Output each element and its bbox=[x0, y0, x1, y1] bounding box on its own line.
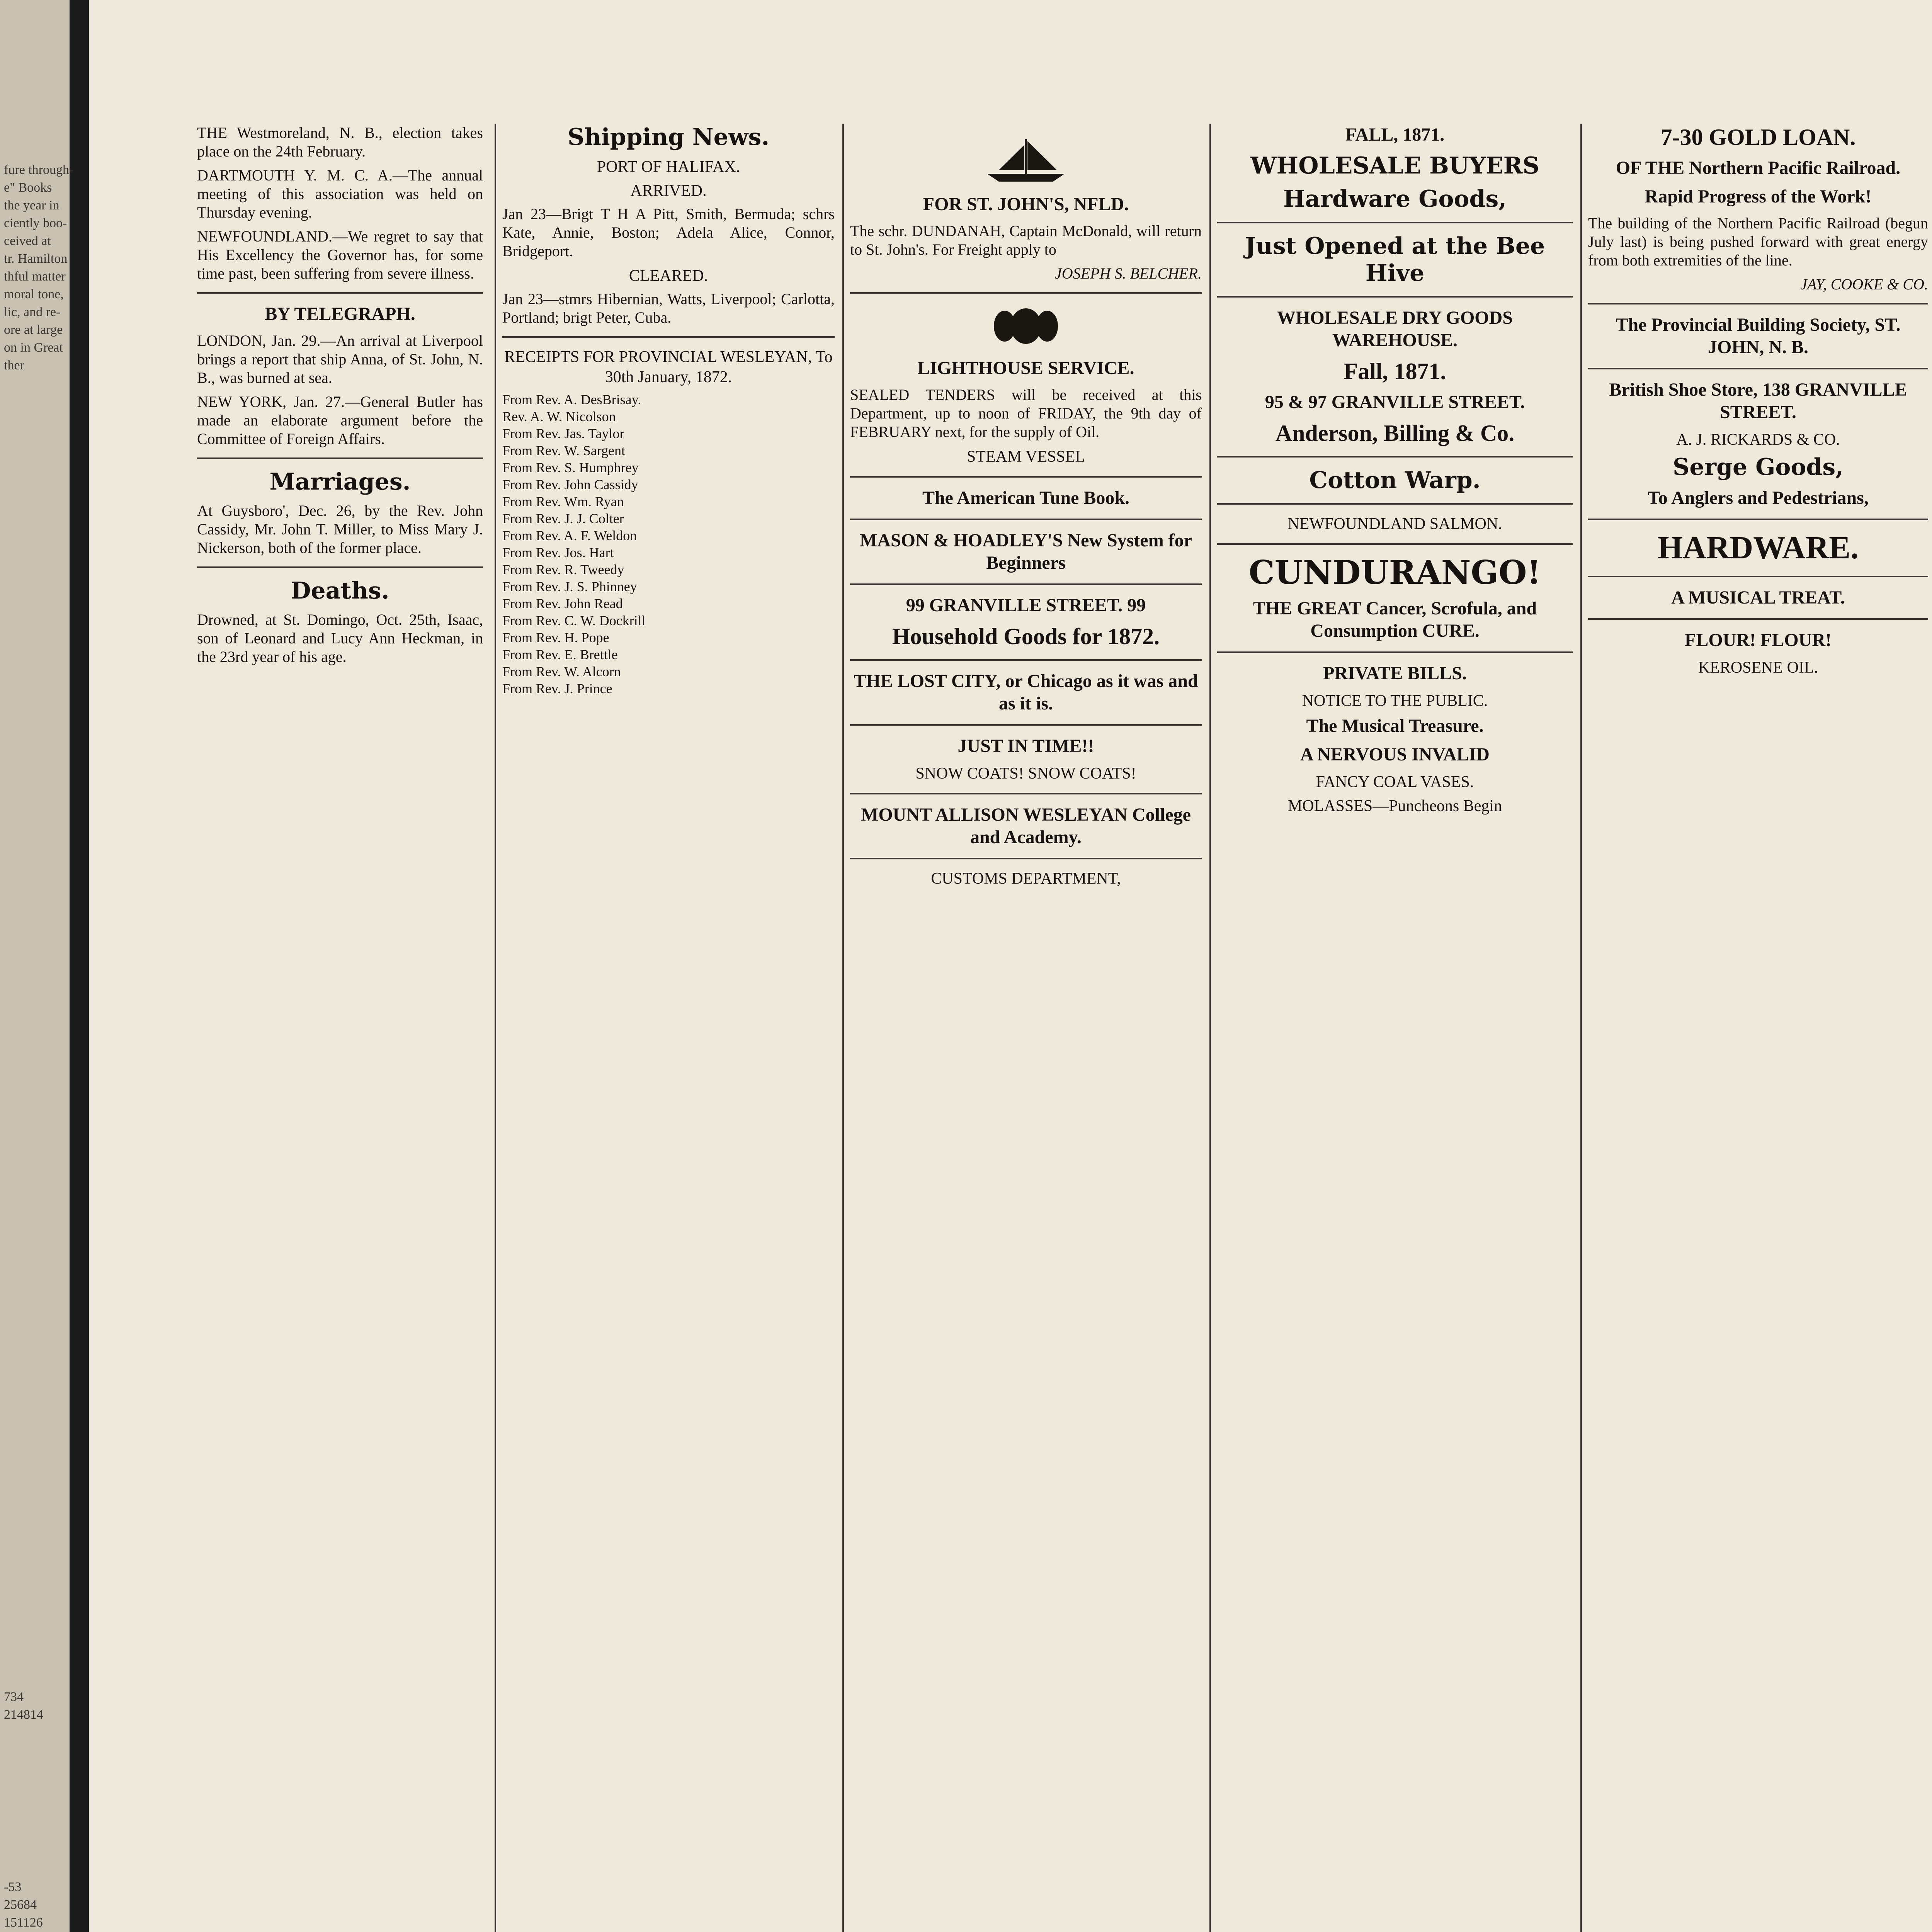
ad-heading: Fall, 1871. bbox=[1344, 359, 1446, 384]
divider bbox=[1217, 651, 1573, 653]
telegraph-item: LONDON, Jan. 29.—An arrival at Liverpool brings a report that ship Anna, of St. John, N. B., was burned at sea. bbox=[197, 332, 483, 386]
article-newfoundland: NEWFOUNDLAND.—We regret to say that His Excellency the Governor has, for some time past, been suffering from severe illness. bbox=[197, 228, 483, 282]
ad-heading: The Musical Treasure. bbox=[1306, 716, 1484, 736]
ad-heading: Just Opened at the Bee Hive bbox=[1245, 233, 1545, 287]
ad-signature: JOSEPH S. BELCHER. bbox=[1055, 265, 1202, 282]
receipt-item: From Rev. W. Sargent bbox=[502, 443, 626, 458]
receipt-item: From Rev. John Read bbox=[502, 596, 623, 611]
ad-heading: FOR ST. JOHN'S, NFLD. bbox=[923, 194, 1129, 214]
column-rule bbox=[1209, 124, 1211, 1932]
divider bbox=[1217, 503, 1573, 505]
ad-heading: A MUSICAL TREAT. bbox=[1671, 587, 1845, 608]
ad-heading: British Shoe Store, 138 GRANVILLE STREET. bbox=[1609, 379, 1907, 422]
ad-heading: Anderson, Billing & Co. bbox=[1275, 420, 1515, 446]
ad-heading: Rapid Progress of the Work! bbox=[1645, 186, 1872, 207]
receipt-item: From Rev. C. W. Dockrill bbox=[502, 613, 646, 628]
receipt-item: From Rev. Jas. Taylor bbox=[502, 426, 624, 441]
divider bbox=[197, 457, 483, 459]
column-1 bbox=[197, 124, 483, 1932]
ad-heading: KEROSENE OIL. bbox=[1698, 659, 1818, 677]
ad-heading: The Provincial Building Society, ST. JOHN, N. B. bbox=[1616, 315, 1901, 357]
edge-text: tr. Hamilton bbox=[4, 252, 68, 266]
receipt-item: From Rev. Wm. Ryan bbox=[502, 494, 624, 509]
ad-heading: WHOLESALE BUYERS bbox=[1250, 152, 1539, 179]
subheading: PORT OF HALIFAX. bbox=[597, 158, 740, 176]
receipt-item: From Rev. John Cassidy bbox=[502, 477, 638, 492]
article-intro: THE Westmoreland, N. B., election takes place on the 24th February. bbox=[197, 124, 483, 160]
ad-heading: A. J. RICKARDS & CO. bbox=[1676, 431, 1840, 449]
edge-text: on in Great bbox=[4, 340, 63, 355]
edge-text: ceived at bbox=[4, 234, 51, 248]
ad-heading: HARDWARE. bbox=[1657, 530, 1859, 566]
column-rule bbox=[495, 124, 496, 1932]
receipt-item: From Rev. H. Pope bbox=[502, 630, 609, 645]
section-heading: Deaths. bbox=[291, 577, 389, 604]
ad-heading: STEAM VESSEL bbox=[966, 448, 1085, 466]
ad-heading: CUNDURANGO! bbox=[1248, 553, 1541, 592]
receipt-item: From Rev. E. Brettle bbox=[502, 647, 618, 662]
edge-text: the year in bbox=[4, 198, 60, 213]
article-dartmouth: DARTMOUTH Y. M. C. A.—The annual meeting of this association was held on Thursday evening. bbox=[197, 167, 483, 221]
divider bbox=[1217, 456, 1573, 457]
edge-number: 734 bbox=[4, 1690, 24, 1704]
edge-text: e" Books bbox=[4, 180, 52, 195]
column-rule bbox=[1580, 124, 1582, 1932]
divider bbox=[1588, 618, 1928, 620]
ad-heading: The American Tune Book. bbox=[922, 488, 1130, 508]
edge-text: thful matter bbox=[4, 269, 66, 284]
receipts-list bbox=[502, 391, 835, 697]
divider bbox=[850, 793, 1202, 794]
divider bbox=[850, 292, 1202, 294]
divider bbox=[1588, 303, 1928, 304]
ad-heading: FALL, 1871. bbox=[1345, 124, 1445, 145]
ad-heading: NOTICE TO THE PUBLIC. bbox=[1302, 692, 1488, 710]
column-4 bbox=[1217, 124, 1573, 1932]
ad-heading: PRIVATE BILLS. bbox=[1323, 663, 1467, 684]
ad-text: The schr. DUNDANAH, Captain McDonald, will return to St. John's. For Freight apply to bbox=[850, 222, 1202, 258]
ad-heading: FANCY COAL VASES. bbox=[1316, 773, 1474, 791]
ad-text: SEALED TENDERS will be received at this Department, up to noon of FRIDAY, the 9th day of FEBRUARY next, for the supply of Oil. bbox=[850, 386, 1202, 440]
divider bbox=[850, 583, 1202, 585]
divider bbox=[1217, 222, 1573, 223]
coat-of-arms-icon bbox=[987, 303, 1065, 349]
subheading: ARRIVED. bbox=[630, 182, 707, 200]
receipt-item: From Rev. A. DesBrisay. bbox=[502, 392, 641, 407]
divider bbox=[502, 336, 835, 338]
left-margin-strip bbox=[0, 0, 74, 1932]
divider bbox=[850, 724, 1202, 726]
ad-heading: Hardware Goods, bbox=[1283, 185, 1507, 213]
receipt-item: Rev. A. W. Nicolson bbox=[502, 409, 616, 424]
divider bbox=[850, 659, 1202, 661]
divider bbox=[1588, 368, 1928, 369]
divider bbox=[1588, 576, 1928, 577]
divider bbox=[850, 476, 1202, 478]
receipt-item: From Rev. J. Prince bbox=[502, 681, 612, 696]
ad-heading: FLOUR! FLOUR! bbox=[1685, 630, 1832, 650]
ad-heading: Household Goods for 1872. bbox=[892, 624, 1160, 649]
receipt-item: From Rev. A. F. Weldon bbox=[502, 528, 637, 543]
divider bbox=[1588, 519, 1928, 520]
edge-number: 214814 bbox=[4, 1708, 43, 1722]
ad-heading: A NERVOUS INVALID bbox=[1300, 744, 1490, 765]
edge-text: fure through- bbox=[4, 163, 74, 177]
edge-text: ther bbox=[4, 358, 24, 372]
shipping-entry: Jan 23—stmrs Hibernian, Watts, Liverpool; Carlotta, Portland; brigt Peter, Cuba. bbox=[502, 290, 835, 326]
column-2 bbox=[502, 124, 835, 1932]
ad-heading: OF THE Northern Pacific Railroad. bbox=[1616, 158, 1901, 178]
ad-heading: LIGHTHOUSE SERVICE. bbox=[917, 358, 1134, 378]
telegraph-item: NEW YORK, Jan. 27.—General Butler has made an elaborate argument before the Committee of Foreign Affairs. bbox=[197, 393, 483, 447]
ad-heading: NEWFOUNDLAND SALMON. bbox=[1287, 515, 1502, 533]
receipt-item: From Rev. J. S. Phinney bbox=[502, 579, 637, 594]
divider bbox=[197, 292, 483, 294]
ad-heading: Cotton Warp. bbox=[1309, 467, 1481, 494]
ad-heading: To Anglers and Pedestrians, bbox=[1648, 488, 1869, 508]
shipping-entry: Jan 23—Brigt T H A Pitt, Smith, Bermuda; schrs Kate, Annie, Boston; Adela Alice, Connor, Bridgeport. bbox=[502, 205, 835, 260]
marriage-notice: At Guysboro', Dec. 26, by the Rev. John Cassidy, Mr. John T. Miller, to Miss Mary J. Nickerson, both of the former place. bbox=[197, 502, 483, 556]
divider bbox=[1217, 296, 1573, 298]
divider bbox=[197, 566, 483, 568]
subheading: RECEIPTS FOR PROVINCIAL WESLEYAN, To 30th January, 1872. bbox=[504, 348, 833, 386]
ad-heading: 7-30 GOLD LOAN. bbox=[1660, 124, 1856, 150]
ad-heading: WHOLESALE DRY GOODS WAREHOUSE. bbox=[1277, 308, 1513, 350]
section-heading: Shipping News. bbox=[567, 124, 770, 151]
death-notice: Drowned, at St. Domingo, Oct. 25th, Isaac, son of Leonard and Lucy Ann Heckman, in the 23rd year of his age. bbox=[197, 611, 483, 665]
column-3 bbox=[850, 124, 1202, 1932]
edge-number: 151126 bbox=[4, 1915, 43, 1930]
column-rule bbox=[842, 124, 844, 1932]
receipt-item: From Rev. J. J. Colter bbox=[502, 511, 624, 526]
edge-text: moral tone, bbox=[4, 287, 64, 301]
ad-heading: 95 & 97 GRANVILLE STREET. bbox=[1265, 392, 1525, 412]
ad-heading: MASON & HOADLEY'S New System for Beginners bbox=[860, 530, 1192, 573]
ad-heading: JUST IN TIME!! bbox=[957, 736, 1094, 756]
ad-text: The building of the Northern Pacific Railroad (begun July last) is being pushed forward with great energy from both extremities of the line. bbox=[1588, 214, 1928, 269]
section-heading: Marriages. bbox=[269, 468, 411, 495]
divider bbox=[850, 519, 1202, 520]
divider bbox=[1217, 543, 1573, 545]
receipt-item: From Rev. Jos. Hart bbox=[502, 545, 614, 560]
ad-heading: THE LOST CITY, or Chicago as it was and as it is. bbox=[854, 671, 1198, 714]
receipt-item: From Rev. S. Humphrey bbox=[502, 460, 639, 475]
ad-heading: MOUNT ALLISON WESLEYAN College and Academy. bbox=[861, 804, 1191, 847]
ad-heading: CUSTOMS DEPARTMENT, bbox=[931, 870, 1121, 888]
ad-heading: MOLASSES—Puncheons Begin bbox=[1287, 797, 1502, 815]
column-5 bbox=[1588, 124, 1928, 1932]
edge-text: lic, and re- bbox=[4, 305, 61, 319]
section-heading: BY TELEGRAPH. bbox=[265, 304, 415, 324]
subheading: CLEARED. bbox=[629, 267, 708, 285]
receipt-item: From Rev. R. Tweedy bbox=[502, 562, 624, 577]
edge-text: ciently boo- bbox=[4, 216, 67, 230]
edge-number: 25684 bbox=[4, 1898, 37, 1912]
ad-subheading: SNOW COATS! SNOW COATS! bbox=[915, 765, 1136, 782]
edge-number: -53 bbox=[4, 1880, 22, 1894]
divider bbox=[850, 858, 1202, 859]
ad-heading: 99 GRANVILLE STREET. 99 bbox=[906, 595, 1146, 616]
ad-signature: JAY, COOKE & CO. bbox=[1800, 276, 1928, 293]
edge-text: ore at large bbox=[4, 323, 63, 337]
ship-icon bbox=[980, 131, 1072, 185]
ad-heading: THE GREAT Cancer, Scrofula, and Consumption CURE. bbox=[1253, 598, 1537, 641]
receipt-item: From Rev. W. Alcorn bbox=[502, 664, 621, 679]
ad-heading: Serge Goods, bbox=[1672, 454, 1844, 481]
